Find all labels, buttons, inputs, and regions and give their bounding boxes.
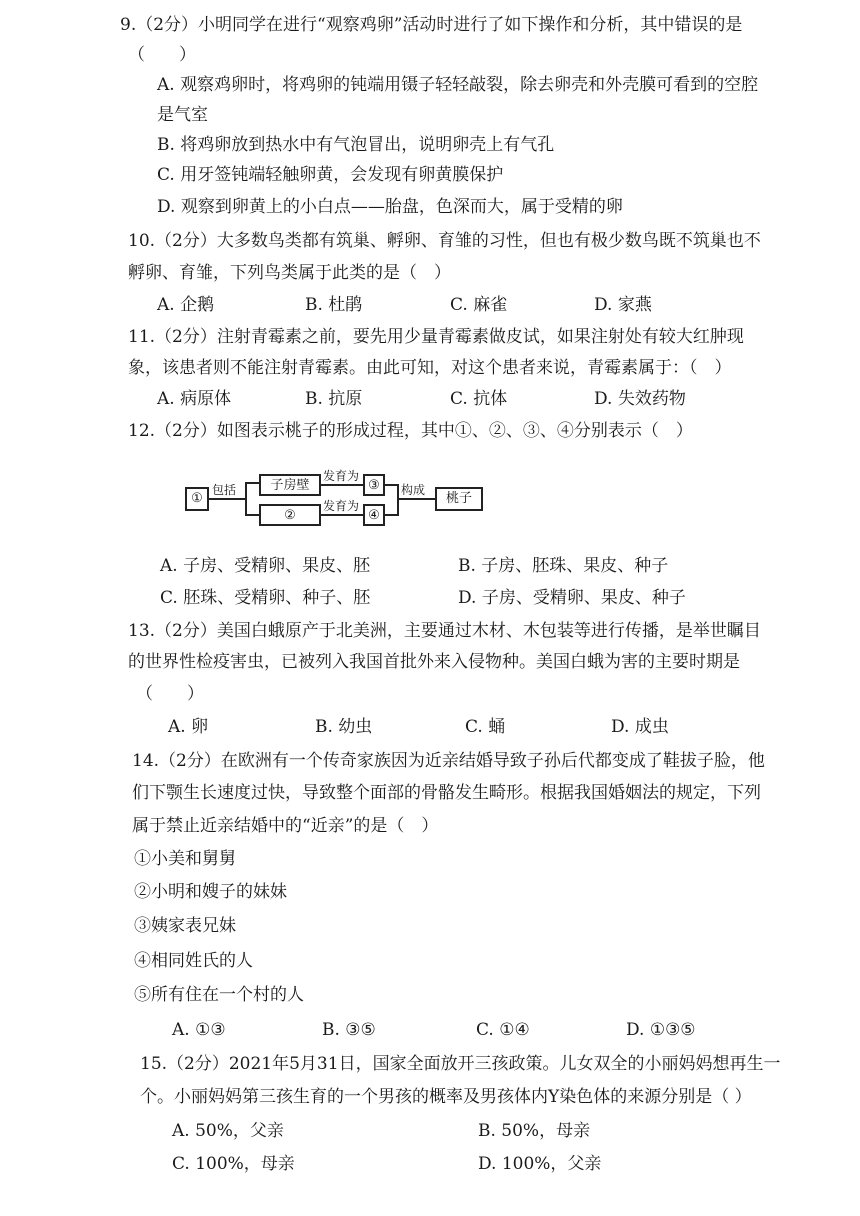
diagram-line [245,514,259,516]
q13-option-b: B. 幼虫 [315,717,373,737]
q9-stem-line1: 9.（2分）小明同学在进行“观察鸡卵”活动时进行了如下操作和分析，其中错误的是 [120,15,743,35]
q10-stem-line1: 10.（2分）大多数鸟类都有筑巢、孵卵、育雏的习性，但也有极少数鸟既不筑巢也不 [128,231,761,251]
q11-option-b: B. 抗原 [305,389,363,409]
q10-option-d: D. 家燕 [594,295,652,315]
q14-stem-line2: 们下颚生长速度过快，导致整个面部的骨骼发生畸形。根据我国婚姻法的规定，下列 [132,783,761,803]
q14-option-a: A. ①③ [172,1020,226,1040]
q13-option-a: A. 卵 [168,717,209,737]
q14-option-b: B. ③⑤ [322,1020,376,1040]
q14-item-4: ④相同姓氏的人 [134,951,253,971]
q15-option-b: B. 50%，母亲 [478,1121,591,1141]
diagram-line [245,482,259,484]
q9-option-c: C. 用牙签钝端轻触卵黄，会发现有卵黄膜保护 [157,165,504,185]
q13-stem-line3: （ ） [136,684,204,704]
diagram-line [385,484,397,486]
diagram-line [385,514,397,516]
diagram-line [397,498,435,500]
q15-option-c: C. 100%，母亲 [172,1154,295,1174]
q13-stem-line1: 13.（2分）美国白蛾原产于北美洲，主要通过木材、木包装等进行传播，是举世瞩目 [128,621,761,641]
diagram-label-forms: 构成 [401,483,426,497]
diagram-box-3: ③ [363,474,385,496]
q12-option-a: A. 子房、受精卵、果皮、胚 [160,556,371,576]
q9-option-a-line1: A. 观察鸡卵时，将鸡卵的钝端用镊子轻轻敲裂，除去卵壳和外壳膜可看到的空腔 [157,75,759,95]
q15-option-d: D. 100%，父亲 [478,1154,602,1174]
q11-option-d: D. 失效药物 [594,389,686,409]
q14-item-5: ⑤所有住在一个村的人 [134,985,304,1005]
diagram-box-1: ① [185,487,209,511]
diagram-label-develop-2: 发育为 [323,499,360,513]
peach-formation-diagram [185,470,515,526]
q11-option-c: C. 抗体 [450,389,508,409]
diagram-box-ovary-wall: 子房壁 [259,474,321,496]
q14-item-1: ①小美和舅舅 [134,849,236,869]
diagram-bracket-right [397,484,399,516]
q9-option-a-line2: 是气室 [157,105,208,125]
q15-option-a: A. 50%，父亲 [172,1121,284,1141]
diagram-label-develop-1: 发育为 [323,469,360,483]
q10-option-b: B. 杜鹃 [305,295,363,315]
q9-option-d: D. 观察到卵黄上的小白点——胎盘，色深而大，属于受精的卵 [157,197,623,217]
q14-item-2: ②小明和嫂子的妹妹 [134,882,287,902]
q11-option-a: A. 病原体 [157,389,232,409]
q15-stem-line2: 个。小丽妈妈第三孩生育的一个男孩的概率及男孩体内Y染色体的来源分别是（ ） [140,1087,752,1107]
q9-stem-line2: （ ） [128,45,196,65]
q13-stem-line2: 的世界性检疫害虫，已被列入我国首批外来入侵物种。美国白蛾为害的主要时期是 [128,652,740,672]
diagram-line [209,498,245,500]
q11-stem-line1: 11.（2分）注射青霉素之前，要先用少量青霉素做皮试，如果注射处有较大红肿现 [128,327,744,347]
diagram-box-2: ② [259,504,321,526]
q13-option-c: C. 蛹 [465,717,506,737]
q9-option-b: B. 将鸡卵放到热水中有气泡冒出，说明卵壳上有气孔 [157,135,555,155]
q14-stem-line1: 14.（2分）在欧洲有一个传奇家族因为近亲结婚导致子孙后代都变成了鞋拔子脸，他 [132,751,765,771]
diagram-label-contains: 包括 [212,483,237,497]
q10-option-c: C. 麻雀 [450,295,508,315]
q10-stem-line2: 孵卵、育雏，下列鸟类属于此类的是（ ） [128,263,451,283]
q12-stem: 12.（2分）如图表示桃子的形成过程，其中①、②、③、④分别表示（ ） [128,421,693,441]
q14-item-3: ③姨家表兄妹 [134,916,236,936]
diagram-box-4: ④ [363,504,385,526]
q14-option-d: D. ①③⑤ [626,1020,696,1040]
diagram-bracket-left [245,482,247,516]
q15-stem-line1: 15.（2分）2021年5月31日，国家全面放开三孩政策。儿女双全的小丽妈妈想再生一 [140,1054,781,1074]
q13-option-d: D. 成虫 [611,717,669,737]
q10-option-a: A. 企鹅 [157,295,215,315]
q14-stem-line3: 属于禁止近亲结婚中的“近亲”的是（ ） [132,816,439,836]
q12-option-c: C. 胚珠、受精卵、种子、胚 [160,588,371,608]
q12-option-b: B. 子房、胚珠、果皮、种子 [458,556,669,576]
q14-option-c: C. ①④ [476,1020,530,1040]
diagram-line [321,484,363,486]
q12-option-d: D. 子房、受精卵、果皮、种子 [458,588,686,608]
diagram-line [321,514,363,516]
diagram-box-peach: 桃子 [435,487,483,511]
q11-stem-line2: 象，该患者则不能注射青霉素。由此可知，对这个患者来说，青霉素属于：（ ） [128,358,732,378]
